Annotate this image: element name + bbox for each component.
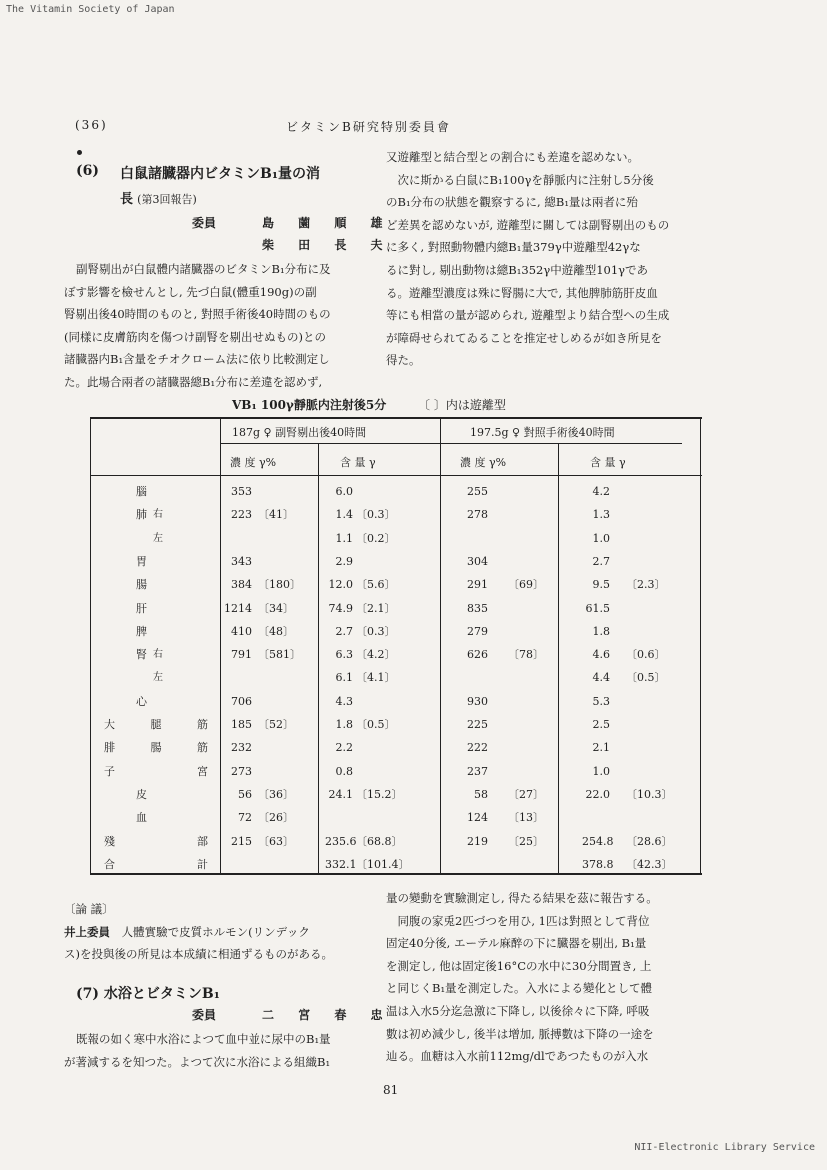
para-line: と同じくB₁量を測定した。入水による變化として體 [386, 981, 653, 996]
table-cell: 273 [231, 764, 252, 778]
table-cell: 219 [467, 834, 488, 848]
table-cell: 222 [467, 741, 488, 755]
organ-label: 心 [136, 694, 147, 708]
table-cell: 332.1 [325, 857, 357, 871]
table-cell: 〔41〕 [258, 508, 294, 522]
table-cell: 291 [467, 578, 488, 592]
table-cell: 〔68.8〕 [356, 834, 403, 848]
organ-side-label: 左 [153, 532, 163, 544]
para-line: 又遊離型と結合型との割合にも差違を認めない。 [386, 150, 639, 164]
organ-label: 皮 [136, 787, 147, 801]
table-cell: 124 [467, 811, 488, 825]
table-cell: 〔52〕 [258, 718, 294, 731]
table-cell: 〔48〕 [258, 624, 294, 638]
para-line: ぼす影響を檢せんとし, 先づ白鼠(體重190g)の副 [64, 284, 317, 299]
table-cell: 6.3 [335, 648, 353, 662]
table-cell: 〔0.5〕 [626, 671, 666, 685]
table-cell: 〔78〕 [508, 648, 544, 662]
table-cell: 4.4 [592, 671, 610, 685]
table-cell: 930 [467, 694, 488, 708]
table-cell: 5.3 [592, 694, 610, 708]
table-cell: 2.5 [592, 718, 610, 731]
table-cell: 〔42.3〕 [626, 857, 673, 871]
para-line: (同樣に皮膚筋肉を傷つけ副腎を剔出せぬもの)との [64, 329, 326, 344]
organ-label [104, 836, 208, 848]
para-line: 數は初め減少し, 後半は增加, 脈搏數は下降の一途を [386, 1026, 654, 1041]
watermark-bottom: NII-Electronic Library Service [634, 1142, 815, 1153]
para-line: た。此場合兩者の諸臓器總B₁分布に差違を認めず, [64, 374, 323, 389]
organ-label: 脾 [136, 624, 147, 638]
para-line: 諸臓器内B₁含量をチオクローム法に依り比較測定し [64, 352, 330, 367]
discussion-block [64, 898, 394, 966]
table-cell: 353 [231, 485, 252, 498]
table-cell: 74.9 [328, 601, 353, 615]
organ-label: 腸 [136, 578, 147, 592]
organ-side-label: 右 [153, 509, 163, 521]
organ-label-part: 部 [197, 834, 208, 848]
table-cell: 〔4.2〕 [356, 648, 396, 662]
section6-author2: 柴 田 長 夫 [262, 238, 393, 252]
para-line: 腎剔出後40時間のものと, 對照手術後40時間のもの [64, 307, 331, 322]
table-cell: 255 [467, 485, 488, 498]
table-cell: 〔10.3〕 [626, 787, 673, 801]
organ-label-part: 腓 [104, 741, 115, 755]
organ-label-part: 宮 [197, 764, 208, 778]
organ-label [104, 766, 208, 778]
table-cell: 835 [467, 601, 488, 615]
para-line: のB₁分布の狀態を觀察するに, 總B₁量は兩者に殆 [386, 195, 638, 210]
table-bottom-rule [90, 873, 702, 875]
table-cell: 24.1 [328, 787, 353, 801]
para-line: に多く, 對照動物體内總B₁量379γ中遊離型42γな [386, 240, 641, 255]
para-line: 副腎剔出が白鼠體内諸臓器のビタミンB₁分布に及 [76, 262, 331, 276]
organ-label-part: 筋 [197, 741, 208, 755]
table-cell: 384 [231, 578, 252, 592]
organ-label-part: 大 [104, 718, 115, 731]
organ-label: 血 [136, 811, 147, 825]
table-cell: 〔13〕 [508, 811, 544, 825]
organ-label-part: 腿 [150, 718, 162, 731]
table-cell: 1.1 [335, 531, 353, 545]
section6-author1: 島 薗 順 雄 [262, 216, 393, 230]
col-amt-header: 含 量 γ [340, 456, 376, 469]
table-group-divider [440, 417, 441, 874]
para-line: 量の變動を實驗測定し, 得たる結果を茲に報告する。 [386, 891, 658, 905]
section6-report-note: (第3回報告) [137, 193, 197, 206]
section6-right-paragraph [386, 146, 726, 372]
table-cell: 4.6 [592, 648, 610, 662]
table-cell: 378.8 [582, 857, 614, 871]
table-cell: 9.5 [592, 578, 610, 592]
para-line: 次に斯かる白鼠にB₁100γを靜脈内に注射し5分後 [386, 172, 654, 187]
table-organ-divider [220, 417, 221, 874]
table-cell: 〔4.1〕 [356, 671, 396, 685]
organ-side-label: 右 [153, 649, 163, 661]
table-cell: 1.3 [592, 508, 610, 522]
table-cell: 〔0.6〕 [626, 648, 666, 662]
table-cell: 279 [467, 624, 488, 638]
discussion-line1: 人體實驗で皮質ホルモン(リンデック [121, 924, 310, 939]
table-cell: 232 [231, 741, 252, 755]
table-cell: 1.8 [592, 624, 610, 638]
table-cell: 72 [238, 811, 252, 825]
table-cell: 〔0.5〕 [356, 718, 396, 731]
table-cell: 1.0 [592, 764, 610, 778]
table-cell: 〔180〕 [258, 578, 301, 592]
table-cell: 1214 [224, 601, 252, 615]
organ-label: 肝 [136, 601, 147, 615]
table-cell: 225 [467, 718, 488, 731]
table-cell: 6.0 [335, 485, 353, 498]
organ-label [104, 719, 208, 731]
para-line: を測定し, 他は固定後16°Cの水中に30分間置き, 上 [386, 958, 652, 973]
table-cell: 58 [474, 787, 488, 801]
col-conc-header: 濃 度 γ% [230, 456, 277, 469]
group1-header: 187g ♀ 副腎剔出後40時間 [232, 426, 367, 439]
page-label: (36) [75, 118, 108, 132]
table-col-divider [318, 443, 319, 874]
para-line: 温は入水5分迄急激に下降し, 以後徐々に下降, 呼吸 [386, 1003, 650, 1018]
page-number: 81 [383, 1083, 399, 1097]
discussion-label: 〔論 議〕 [64, 902, 114, 916]
table-cell: 〔25〕 [508, 834, 544, 848]
table-cell: 〔36〕 [258, 787, 294, 801]
table-col-divider [558, 443, 559, 874]
table-cell: 2.2 [335, 741, 353, 755]
section6-number: (6) [76, 163, 99, 179]
table-caption: VB₁ 100γ靜脈内注射後5分 [232, 398, 387, 412]
table-cell: 223 [231, 508, 252, 522]
para-line: 得た。 [386, 353, 421, 368]
organ-label: 胃 [136, 554, 147, 568]
organ-label-part: 腸 [150, 741, 162, 755]
organ-label: 肺 [136, 508, 147, 522]
organ-label-part: 合 [104, 857, 115, 871]
discussion-speaker: 井上委員 [64, 924, 110, 939]
table-cell: 2.9 [335, 554, 353, 568]
table-cell: 12.0 [328, 578, 353, 592]
table-cell: 237 [467, 764, 488, 778]
table-cell: 1.8 [335, 718, 353, 731]
table-cell: 〔15.2〕 [356, 787, 403, 801]
section6-left-paragraph [64, 258, 384, 394]
table-cell: 56 [238, 787, 252, 801]
table-cell: 〔69〕 [508, 578, 544, 592]
organ-label: 腎 [136, 648, 147, 662]
table-right-border [700, 417, 701, 874]
table-left-border [90, 417, 91, 874]
organ-label-part: 筋 [197, 718, 208, 731]
table-cell: 〔101.4〕 [356, 857, 410, 871]
bullet-dot [77, 150, 82, 155]
organ-label-part: 計 [197, 857, 208, 871]
table-cell: 4.2 [592, 485, 610, 498]
table-cell: 235.6 [325, 834, 357, 848]
para-line: が障碍せられてゐることを推定せしめるが如き所見を [386, 330, 662, 345]
table-cell: 〔34〕 [258, 601, 294, 615]
table-cell: 1.4 [335, 508, 353, 522]
section6-heading-line1: 白鼠諸臓器内ビタミンB₁量の消 [120, 166, 320, 182]
para-line: 等にも相當の量が認められ, 遊離型より結合型への生成 [386, 308, 670, 323]
para-line: 固定40分後, エーテル麻醉の下に臓器を剔出, B₁量 [386, 936, 647, 951]
table-cell: 6.1 [335, 671, 353, 685]
table-cell: 626 [467, 648, 488, 662]
table-cell: 791 [231, 648, 252, 662]
col-conc-header: 濃 度 γ% [460, 456, 507, 469]
table-cell: 〔581〕 [258, 648, 301, 662]
table-cell: 〔63〕 [258, 834, 294, 848]
para-line: が著減するを知つた。よつて次に水浴による組織B₁ [64, 1054, 331, 1069]
table-cell: 〔28.6〕 [626, 834, 673, 848]
para-line: る。遊離型濃度は殊に腎腸に大で, 其他脾肺筋肝皮血 [386, 285, 658, 300]
table-top-rule [90, 417, 702, 419]
table-cell: 2.1 [592, 741, 610, 755]
table-cell: 61.5 [585, 601, 610, 615]
table-cell: 2.7 [335, 624, 353, 638]
para-line: 既報の如く寒中水浴によつて血中並に尿中のB₁量 [76, 1032, 331, 1046]
watermark-top: The Vitamin Society of Japan [6, 4, 175, 15]
table-cell: 22.0 [585, 787, 610, 801]
table-cell: 〔0.3〕 [356, 624, 396, 638]
col-amt-header: 含 量 γ [590, 456, 626, 469]
table-cell: 〔2.1〕 [356, 601, 396, 615]
table-cell: 0.8 [335, 764, 353, 778]
section7-author: 二 宮 春 忠 [262, 1008, 393, 1022]
organ-label-part: 殘 [104, 834, 115, 848]
organ-label-part: 子 [104, 764, 115, 778]
table-cell: 〔0.3〕 [356, 508, 396, 522]
table-cell: 1.0 [592, 531, 610, 545]
table-cell: 〔27〕 [508, 787, 544, 801]
table-caption-note: 〔 〕内は遊離型 [418, 398, 506, 412]
table-cell: 215 [231, 834, 252, 848]
table-cell: 254.8 [582, 834, 614, 848]
para-line: 辿る。血糖は入水前112mg/dlであつたものが入水 [386, 1049, 649, 1064]
para-line: 同腹の家兎2匹づつを用ひ, 1匹は對照として背位 [386, 913, 650, 928]
table-cell: 〔26〕 [258, 811, 294, 825]
para-line: るに對し, 剔出動物は總B₁352γ中遊離型101γであ [386, 262, 649, 277]
section7-right-paragraph [386, 887, 726, 1068]
table-cell: 〔5.6〕 [356, 578, 396, 592]
organ-label [104, 859, 208, 871]
organ-side-label: 左 [153, 672, 163, 684]
table-cell: 278 [467, 508, 488, 522]
para-line: ど差異を認めないが, 遊離型に關しては副腎剔出のもの [386, 217, 670, 232]
organ-label [104, 742, 208, 754]
table-cell: 4.3 [335, 694, 353, 708]
table-cell: 706 [231, 694, 252, 708]
table-cell: 2.7 [592, 554, 610, 568]
section7-heading: (7) 水浴とビタミンB₁ [76, 986, 220, 1002]
table-cell: 〔0.2〕 [356, 531, 396, 545]
organ-label: 腦 [136, 485, 147, 498]
section6-heading-line2: 長 [120, 192, 134, 207]
table-cell: 343 [231, 554, 252, 568]
table-cell: 304 [467, 554, 488, 568]
section7-left-paragraph [64, 1028, 384, 1073]
discussion-line2: ス)を投與後の所見は本成績に相通ずるものがある。 [64, 947, 333, 962]
table-header-rule [90, 475, 702, 476]
section7-role: 委員 [192, 1008, 217, 1022]
group2-header: 197.5g ♀ 對照手術後40時間 [470, 426, 615, 439]
running-title: ビタミンB研究特別委員會 [286, 120, 451, 134]
section6-role: 委員 [192, 216, 217, 230]
table-cell: 〔2.3〕 [626, 578, 666, 592]
table-cell: 410 [231, 624, 252, 638]
table-group-rule [220, 443, 682, 444]
table-cell: 185 [231, 718, 252, 731]
